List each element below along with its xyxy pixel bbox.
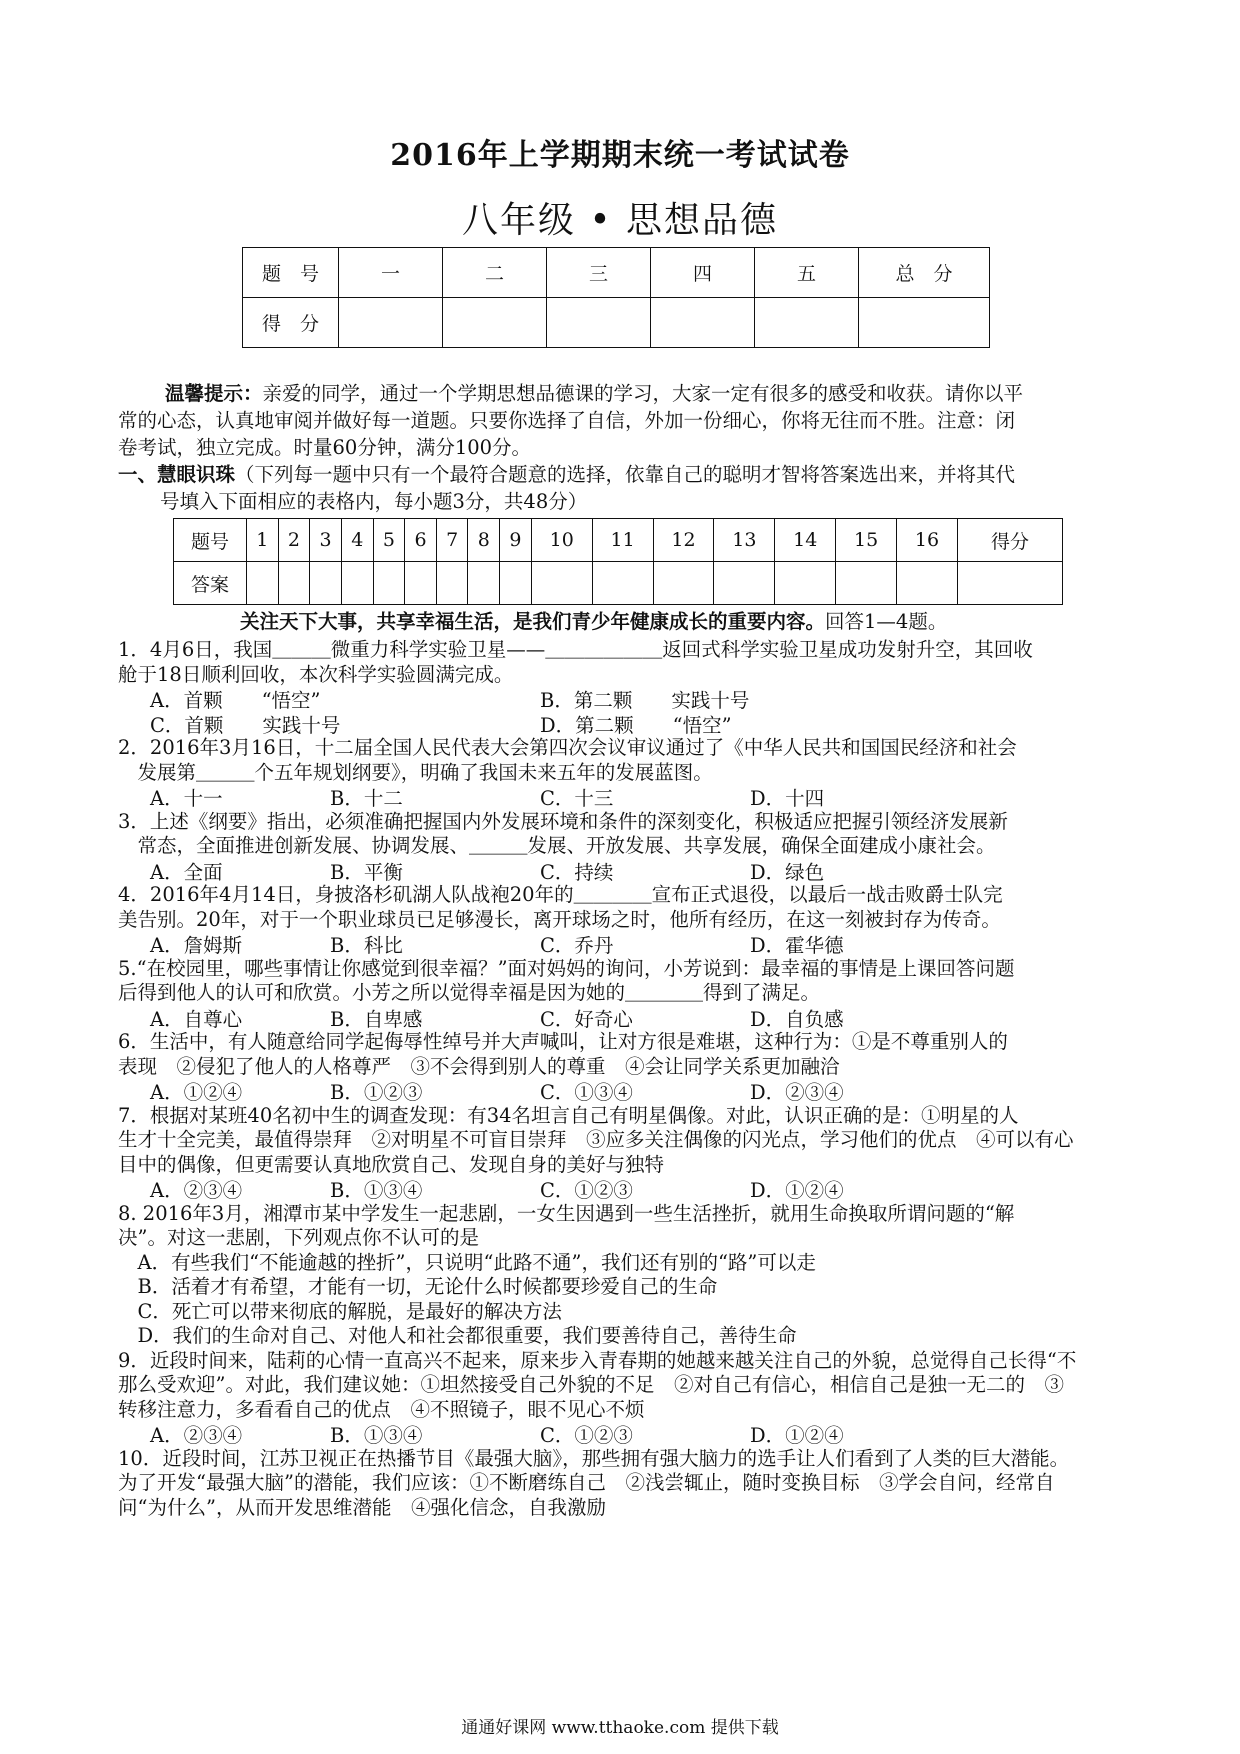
answer-cell[interactable] (836, 562, 897, 605)
question-number-cell: 5 (373, 519, 405, 562)
question-9-option[interactable]: D．①②④ (750, 1424, 844, 1447)
score-table (242, 247, 990, 348)
question-2-option[interactable]: B．十二 (330, 787, 403, 810)
score-table-header-row (243, 248, 990, 298)
question-4-option[interactable]: B．科比 (330, 934, 403, 957)
question-1-line: 1．4月6日，我国＿＿＿微重力科学实验卫星——＿＿＿＿＿＿返回式科学实验卫星成功发射升空，其回收 (118, 638, 1033, 661)
answer-cell[interactable] (436, 562, 468, 605)
question-5-option[interactable]: B．自卑感 (330, 1008, 423, 1031)
notice-line-1: 温馨提示：亲爱的同学，通过一个学期思想品德课的学习，大家一定有很多的感受和收获。请你以平 (165, 382, 1024, 405)
question-3-option[interactable]: C．持续 (540, 861, 614, 884)
answer-cell[interactable] (468, 562, 500, 605)
score-header-cell: 四 (651, 248, 755, 298)
question-7-option[interactable]: A．②③④ (150, 1179, 243, 1202)
answer-cell[interactable] (341, 562, 373, 605)
answer-table-number-row (174, 519, 1063, 562)
answer-cell[interactable] (897, 562, 958, 605)
score-header-cell: 二 (443, 248, 547, 298)
answer-table-answer-row (174, 562, 1063, 605)
question-number-cell: 3 (310, 519, 342, 562)
question-3-option[interactable]: D．绿色 (750, 861, 825, 884)
question-number-cell: 6 (405, 519, 437, 562)
question-5-option[interactable]: A．自尊心 (150, 1008, 243, 1031)
question-number-cell: 1 (247, 519, 279, 562)
question-8-line: D．我们的生命对自己、对他人和社会都很重要，我们要善待自己，善待生命 (118, 1324, 797, 1347)
question-8-line: A．有些我们“不能逾越的挫折”，只说明“此路不通”，我们还有别的“路”可以走 (118, 1251, 816, 1274)
score-cell[interactable] (547, 298, 651, 348)
question-4-line: 美告别。20年，对于一个职业球员已足够漫长，离开球场之时，他所有经历，在这一刻被封存为传奇。 (118, 908, 1001, 931)
question-1-option[interactable]: A．首颗 “悟空” (150, 689, 321, 712)
score-header-cell: 总 分 (859, 248, 990, 298)
question-4-option[interactable]: A．詹姆斯 (150, 934, 243, 957)
question-4-option[interactable]: D．霍华德 (750, 934, 844, 957)
question-5-option[interactable]: D．自负感 (750, 1008, 844, 1031)
answer-score-cell[interactable] (958, 562, 1063, 605)
question-1-line: 舱于18日顺利回收，本次科学实验圆满完成。 (118, 663, 514, 686)
answer-cell[interactable] (247, 562, 279, 605)
question-9-line: 9．近段时间来，陆莉的心情一直高兴不起来，原来步入青春期的她越来越关注自己的外貌，总觉得自己长得“不 (118, 1349, 1077, 1372)
question-6-line: 6．生活中，有人随意给同学起侮辱性绰号并大声喊叫，让对方很是难堪，这种行为：①是不尊重别人的 (118, 1030, 1008, 1053)
question-9-option[interactable]: C．①②③ (540, 1424, 633, 1447)
answer-cell[interactable] (531, 562, 592, 605)
question-9-option[interactable]: A．②③④ (150, 1424, 243, 1447)
question-5-option[interactable]: C．好奇心 (540, 1008, 633, 1031)
section1-heading-line: 一、慧眼识珠（下列每一题中只有一个最符合题意的选择，依靠自己的聪明才智将答案选出来，并将其代 (118, 463, 1016, 486)
question-4-line: 4．2016年4月14日，身披洛杉矶湖人队战袍20年的＿＿＿＿宣布正式退役，以最后一战击败爵士队完 (118, 883, 1003, 906)
answer-cell[interactable] (592, 562, 653, 605)
answer-cell[interactable] (653, 562, 714, 605)
answer-row-label: 答案 (174, 562, 247, 605)
answer-cell[interactable] (775, 562, 836, 605)
question-6-option[interactable]: D．②③④ (750, 1081, 844, 1104)
section-intro: 关注天下大事，共享幸福生活，是我们青少年健康成长的重要内容。回答1—4题。 (240, 610, 948, 633)
answer-cell[interactable] (278, 562, 310, 605)
section1-heading: 一、慧眼识珠 (118, 463, 236, 486)
question-number-cell: 10 (531, 519, 592, 562)
score-cell[interactable] (651, 298, 755, 348)
question-9-option[interactable]: B．①③④ (330, 1424, 423, 1447)
score-header-cell: 五 (755, 248, 859, 298)
question-7-option[interactable]: B．①③④ (330, 1179, 423, 1202)
question-8-line: 决”。对这一悲剧，下列观点你不认可的是 (118, 1226, 479, 1249)
question-1-option[interactable]: C．首颗 实践十号 (150, 714, 341, 737)
question-number-cell: 9 (500, 519, 532, 562)
answer-cell[interactable] (373, 562, 405, 605)
answer-cell[interactable] (405, 562, 437, 605)
question-1-option[interactable]: B．第二颗 实践十号 (540, 689, 750, 712)
question-8-line: C．死亡可以带来彻底的解脱，是最好的解决方法 (118, 1300, 562, 1323)
question-2-option[interactable]: D．十四 (750, 787, 825, 810)
score-cell[interactable] (339, 298, 443, 348)
question-9-line: 那么受欢迎”。对此，我们建议她：①坦然接受自己外貌的不足 ②对自己有信心，相信自己是独一无二的 ③ (118, 1373, 1064, 1396)
question-5-line: 后得到他人的认可和欣赏。小芳之所以觉得幸福是因为她的＿＿＿＿得到了满足。 (118, 981, 821, 1004)
question-7-line: 生才十全完美，最值得崇拜 ②对明星不可盲目崇拜 ③应多关注偶像的闪光点，学习他们的优点 ④可以有心 (118, 1128, 1074, 1151)
score-header-cell: 题 号 (243, 248, 339, 298)
question-8-line: B．活着才有希望，才能有一切，无论什么时候都要珍爱自己的生命 (118, 1275, 718, 1298)
score-row-label: 得 分 (243, 298, 339, 348)
question-2-option[interactable]: C．十三 (540, 787, 614, 810)
question-number-cell: 13 (714, 519, 775, 562)
question-number-cell: 14 (775, 519, 836, 562)
question-8-line: 8. 2016年3月，湘潭市某中学发生一起悲剧，一女生因遇到一些生活挫折，就用生命换取所谓问题的“解 (118, 1202, 1015, 1225)
question-3-option[interactable]: B．平衡 (330, 861, 403, 884)
question-6-option[interactable]: B．①②③ (330, 1081, 423, 1104)
question-number-cell: 2 (278, 519, 310, 562)
answer-cell[interactable] (714, 562, 775, 605)
question-10-line: 10．近段时间，江苏卫视正在热播节目《最强大脑》，那些拥有强大脑力的选手让人们看到了人类的巨大潜能。 (118, 1447, 1070, 1470)
question-10-line: 问“为什么”，从而开发思维潜能 ④强化信念，自我激励 (118, 1496, 606, 1519)
notice-line-2: 常的心态，认真地审阅并做好每一道题。只要你选择了自信，外加一份细心，你将无往而不胜。注意：闭 (118, 409, 1016, 432)
question-5-line: 5.“在校园里，哪些事情让你感觉到很幸福？”面对妈妈的询问，小芳说到：最幸福的事情是上课回答问题 (118, 957, 1015, 980)
question-7-option[interactable]: C．①②③ (540, 1179, 633, 1202)
question-3-line: 常态，全面推进创新发展、协调发展、＿＿＿发展、开放发展、共享发展，确保全面建成小康社会。 (118, 834, 996, 857)
question-1-option[interactable]: D．第二颗 “悟空” (540, 714, 732, 737)
exam-title: 2016年上学期期末统一考试试卷 (390, 138, 850, 173)
score-cell[interactable] (859, 298, 990, 348)
answer-cell[interactable] (310, 562, 342, 605)
question-2-option[interactable]: A．十一 (150, 787, 223, 810)
question-6-option[interactable]: A．①②④ (150, 1081, 243, 1104)
question-7-line: 7．根据对某班40名初中生的调查发现：有34名坦言自己有明星偶像。对此，认识正确的是：①明星的人 (118, 1104, 1019, 1127)
question-number-cell: 12 (653, 519, 714, 562)
question-10-line: 为了开发“最强大脑”的潜能，我们应该：①不断磨练自己 ②浅尝辄止，随时变换目标 ③学会自问，经常自 (118, 1471, 1055, 1494)
question-number-cell: 16 (897, 519, 958, 562)
question-number-cell: 11 (592, 519, 653, 562)
question-number-cell: 15 (836, 519, 897, 562)
question-6-line: 表现 ②侵犯了他人的人格尊严 ③不会得到别人的尊重 ④会让同学关系更加融洽 (118, 1055, 840, 1078)
answer-score-label: 得分 (958, 519, 1063, 562)
score-cell[interactable] (755, 298, 859, 348)
section1-instruction-2: 号填入下面相应的表格内，每小题3分，共48分） (160, 490, 588, 513)
question-2-line: 2．2016年3月16日，十二届全国人民代表大会第四次会议审议通过了《中华人民共和国国民经济和社会 (118, 736, 1017, 759)
question-6-option[interactable]: C．①③④ (540, 1081, 633, 1104)
exam-subtitle: 八年级 • 思想品德 (461, 200, 779, 241)
question-7-line: 目中的偶像，但更需要认真地欣赏自己、发现自身的美好与独特 (118, 1153, 665, 1176)
question-number-cell: 4 (341, 519, 373, 562)
answer-table (173, 518, 1063, 605)
answer-cell[interactable] (500, 562, 532, 605)
footer-credit: 通通好课网 www.tthaoke.com 提供下载 (461, 1718, 779, 1738)
question-4-option[interactable]: C．乔丹 (540, 934, 614, 957)
score-header-cell: 一 (339, 248, 443, 298)
question-7-option[interactable]: D．①②④ (750, 1179, 844, 1202)
question-3-option[interactable]: A．全面 (150, 861, 223, 884)
answer-row-label: 题号 (174, 519, 247, 562)
question-2-line: 发展第＿＿＿个五年规划纲要》，明确了我国未来五年的发展蓝图。 (118, 761, 713, 784)
score-table-score-row (243, 298, 990, 348)
notice-line-3: 卷考试，独立完成。时量60分钟，满分100分。 (118, 436, 532, 459)
question-9-line: 转移注意力，多看看自己的优点 ④不照镜子，眼不见心不烦 (118, 1398, 645, 1421)
question-number-cell: 8 (468, 519, 500, 562)
question-3-line: 3．上述《纲要》指出，必须准确把握国内外发展环境和条件的深刻变化，积极适应把握引领经济发展新 (118, 810, 1008, 833)
question-number-cell: 7 (436, 519, 468, 562)
score-header-cell: 三 (547, 248, 651, 298)
notice-label: 温馨提示： (165, 382, 263, 405)
score-cell[interactable] (443, 298, 547, 348)
